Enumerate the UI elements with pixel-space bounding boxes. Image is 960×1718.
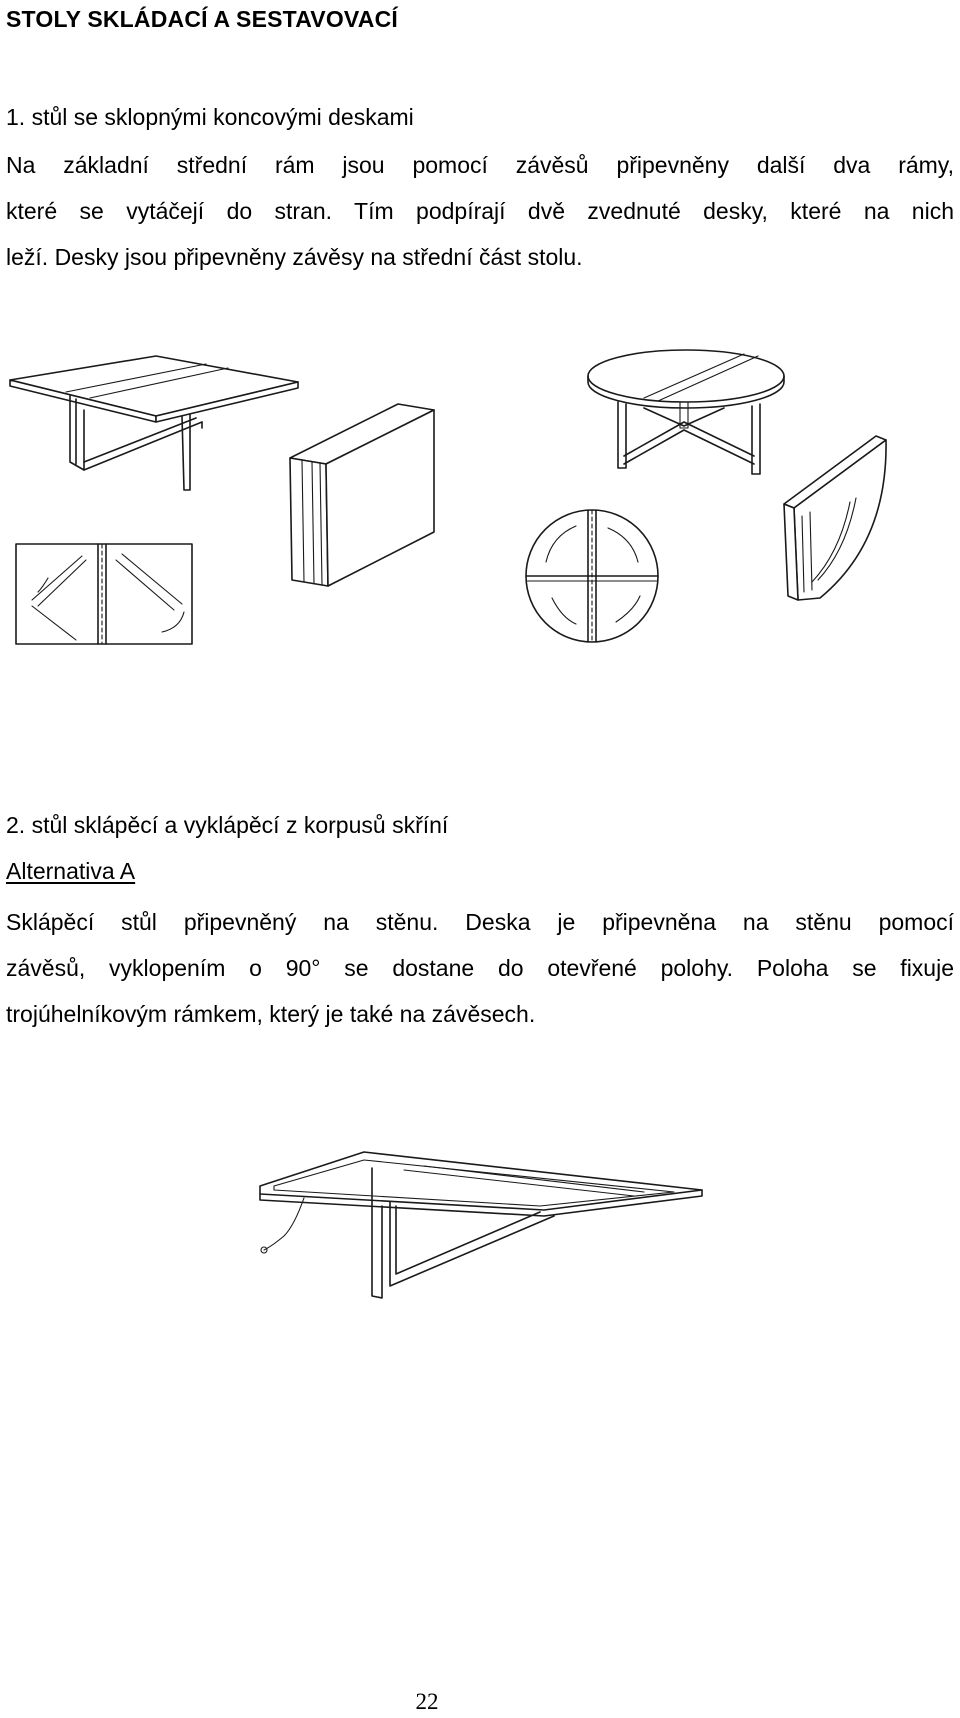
- figure-rect-table-folded: [286, 400, 436, 590]
- section-2-line-1: Sklápěcí stůl připevněný na stěnu. Deska je připevněna na stěnu pomocí: [6, 909, 954, 935]
- section-2-line-3: trojúhelníkovým rámkem, který je také na závěsech.: [6, 1001, 536, 1027]
- section-1-paragraph: [6, 142, 954, 280]
- document-title: STOLY SKLÁDACÍ A SESTAVOVACÍ: [6, 6, 398, 32]
- figure-round-table-plan: [522, 506, 662, 646]
- section-2-line-2: závěsů, vyklopením o 90° se dostane do otevřené polohy. Poloha se fixuje: [6, 955, 954, 981]
- figure-round-table-open: [584, 346, 790, 482]
- section-1-line-1: Na základní střední rám jsou pomocí závěsů připevněny další dva rámy,: [6, 152, 954, 178]
- section-1-line-3: leží. Desky jsou připevněny závěsy na střední část stolu.: [6, 244, 583, 270]
- page-number: 22: [415, 1689, 439, 1714]
- figure-wall-folding-table: [254, 1146, 706, 1302]
- figure-rect-table-open: [6, 350, 302, 500]
- alternative-a-label: Alternativa A: [6, 858, 136, 884]
- section-1-line-2: které se vytáčejí do stran. Tím podpírají dvě zvednuté desky, které na nich: [6, 198, 954, 224]
- section-2-paragraph: [6, 899, 954, 1037]
- section-1-heading: 1. stůl se sklopnými koncovými deskami: [6, 104, 414, 130]
- figure-round-table-folded: [780, 432, 890, 602]
- section-2-heading: 2. stůl sklápěcí a vyklápěcí z korpusů skříní: [6, 812, 449, 838]
- figure-rect-table-plan: [12, 540, 196, 650]
